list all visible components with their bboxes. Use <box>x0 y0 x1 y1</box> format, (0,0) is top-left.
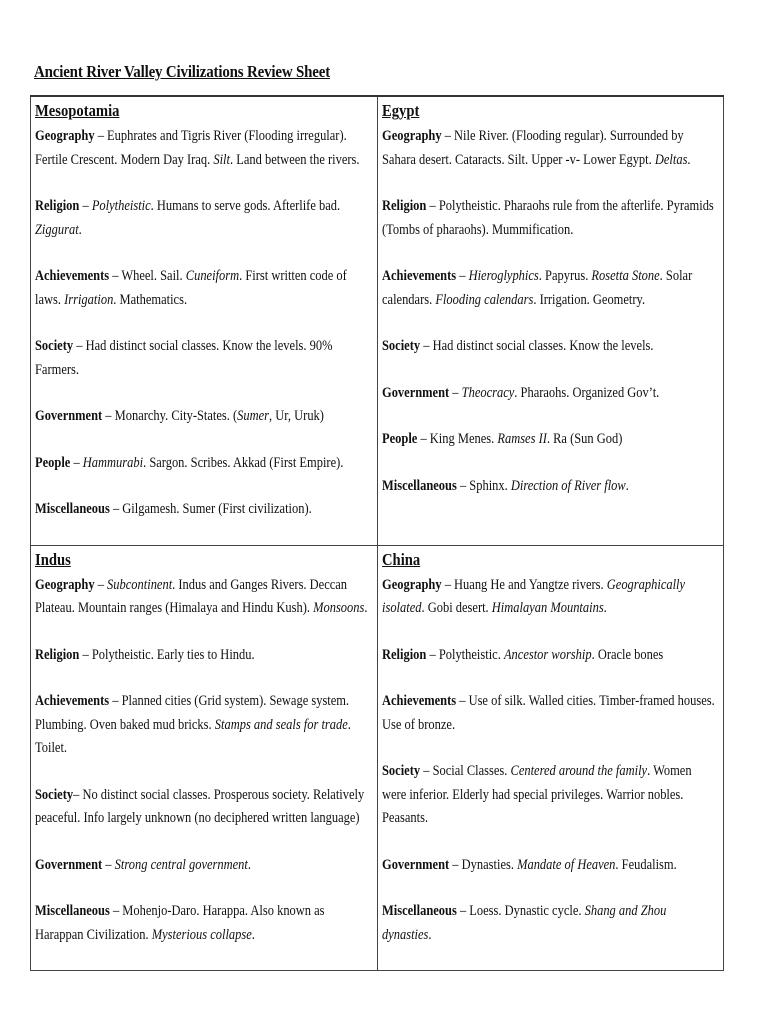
entry-text: – Wheel. Sail. <box>109 268 186 284</box>
entry-religion <box>35 644 370 668</box>
entry-label: Society <box>381 338 420 354</box>
entry-label: Government <box>35 856 103 873</box>
entry-label: Society <box>35 786 74 803</box>
entry-achievements <box>382 265 717 312</box>
entry-label: Geography <box>35 576 95 593</box>
civ-cell-indus <box>31 545 378 971</box>
entry-term: Monsoons <box>313 600 365 616</box>
entry-label: Miscellaneous <box>35 501 110 517</box>
entry-religion <box>382 195 717 242</box>
entry-text: – <box>94 576 108 593</box>
civ-heading: Indus <box>35 549 71 569</box>
entry-government <box>35 854 370 878</box>
entry-term: Centered around the family <box>510 763 647 779</box>
entry-geography <box>382 125 717 172</box>
civ-cell-egypt <box>377 96 724 545</box>
entry-text: – Dynasties. <box>448 856 517 873</box>
entry-text: – <box>79 198 92 214</box>
entry-text: – Mohenjo-Daro. Harappa. Also known as Harappan Civilization. <box>35 903 325 943</box>
entry-term: Himalayan Mountains <box>491 600 604 616</box>
entry-label: People <box>35 454 71 471</box>
entry-government <box>382 854 717 878</box>
entry-text: – King Menes. <box>416 431 497 447</box>
entry-term: Hammurabi <box>82 454 144 471</box>
entry-term: Mysterious collapse <box>151 926 252 943</box>
entry-text: . <box>427 926 432 943</box>
entry-text: . Solar calendars. <box>381 268 692 308</box>
entry-text: . Sargon. Scribes. Akkad (First Empire). <box>143 454 344 471</box>
entry-text: . <box>247 856 251 873</box>
entry-text: – Had distinct social classes. Know the levels. <box>419 338 654 354</box>
entry-religion <box>382 644 717 668</box>
entry-miscellaneous <box>382 900 717 947</box>
entry-text: . Gobi desert. <box>420 600 492 616</box>
entry-text: . Land between the rivers. <box>229 151 360 168</box>
entry-text: . Indus and Ganges Rivers. Deccan Plateau. Mountain ranges (Himalaya and Hindu Kush). <box>35 576 348 616</box>
entry-text: – Had distinct social classes. Know the levels. 90% Farmers. <box>35 338 333 378</box>
entry-label: Miscellaneous <box>381 477 457 494</box>
entry-miscellaneous <box>382 475 717 499</box>
entry-label: Miscellaneous <box>35 903 110 919</box>
entry-text: . Ra (Sun God) <box>546 431 622 447</box>
entry-term: Polytheistic <box>91 198 151 214</box>
entry-text: – Polytheistic. Early ties to Hindu. <box>79 646 255 663</box>
entry-text: . <box>603 600 607 616</box>
entry-miscellaneous <box>35 900 370 947</box>
civ-heading: Egypt <box>381 101 419 120</box>
entry-text: – <box>448 384 462 401</box>
entry-term: Strong central government <box>114 856 248 873</box>
entry-achievements <box>35 690 370 761</box>
entry-term: Deltas <box>654 151 687 168</box>
entry-list <box>382 574 717 948</box>
entry-label: Religion <box>35 646 80 663</box>
entry-term: Geographically isolated <box>381 576 685 616</box>
entry-text: . <box>251 926 255 943</box>
entry-label: Achievements <box>35 693 110 709</box>
entry-term: Ziggurat <box>35 221 79 238</box>
entry-geography <box>35 125 370 172</box>
entry-text: – Planned cities (Grid system). Sewage system. Plumbing. Oven baked mud bricks. <box>35 693 350 733</box>
entry-text: . Humans to serve gods. Afterlife bad. <box>150 198 341 214</box>
entry-label: Miscellaneous <box>381 903 457 919</box>
entry-list <box>35 125 370 522</box>
entry-label: Geography <box>381 128 442 144</box>
entry-label: People <box>381 431 417 447</box>
entry-list <box>382 125 717 498</box>
entry-text: . <box>686 151 691 168</box>
entry-society <box>35 784 370 831</box>
entry-achievements <box>35 265 370 312</box>
entry-term: Direction of River flow <box>510 477 626 494</box>
entry-geography <box>35 574 370 621</box>
entry-label: Achievements <box>381 268 456 284</box>
entry-religion <box>35 195 370 242</box>
entry-text: . Women were inferior. Elderly had special privileges. Warrior nobles. Peasants. <box>381 763 692 826</box>
entry-text: – Social Classes. <box>419 763 511 779</box>
entry-term: Shang and Zhou dynasties <box>381 903 666 943</box>
entry-people <box>382 428 717 452</box>
entry-term: Cuneiform <box>185 268 240 284</box>
entry-text: . Feudalism. <box>614 856 677 873</box>
entry-people <box>35 452 370 476</box>
table-row <box>31 545 724 971</box>
entry-text: – <box>455 268 469 284</box>
entry-label: Government <box>35 408 103 424</box>
entry-text: – Polytheistic. Pharaohs rule from the afterlife. Pyramids (Tombs of pharaohs). Mummification. <box>381 198 714 238</box>
civ-cell-mesopotamia <box>31 96 378 545</box>
entry-text: . Pharaohs. Organized Gov’t. <box>513 384 659 401</box>
table-row <box>31 96 724 545</box>
entry-text: – No distinct social classes. Prosperous society. Relatively peaceful. Info largely unknown (no deciphered written language) <box>35 786 365 826</box>
entry-text: – Sphinx. <box>456 477 511 494</box>
entry-label: Religion <box>381 646 426 663</box>
entry-term: Sumer <box>237 408 270 424</box>
entry-text: . Oracle bones <box>591 646 663 663</box>
entry-label: Achievements <box>381 693 456 709</box>
entry-term: Mandate of Heaven <box>516 856 615 873</box>
entry-label: Government <box>381 856 449 873</box>
entry-term: Ancestor worship <box>503 646 592 663</box>
entry-text: . <box>625 477 629 494</box>
civ-cell-china <box>377 545 724 971</box>
entry-government <box>35 405 370 429</box>
entry-label: Geography <box>381 576 442 593</box>
entry-text: – Gilgamesh. Sumer (First civilization). <box>109 501 312 517</box>
entry-miscellaneous <box>35 498 370 522</box>
entry-text: . <box>364 600 368 616</box>
entry-term: Irrigation <box>64 291 114 308</box>
entry-text: – <box>70 454 83 471</box>
entry-term: Flooding calendars <box>434 291 533 308</box>
entry-label: Religion <box>381 198 426 214</box>
entry-label: Religion <box>35 198 80 214</box>
entry-text: . <box>78 221 82 238</box>
entry-term: Silt <box>213 151 230 168</box>
entry-term: Rosetta Stone <box>590 268 660 284</box>
entry-label: Government <box>381 384 449 401</box>
entry-text: – Loess. Dynastic cycle. <box>456 903 585 919</box>
entry-text: . Toilet. <box>35 716 351 756</box>
entry-text: , Ur, Uruk) <box>269 408 324 424</box>
entry-list <box>35 574 370 948</box>
entry-society <box>35 335 370 382</box>
entry-government <box>382 382 717 406</box>
entry-achievements <box>382 690 717 737</box>
entry-term: Hieroglyphics <box>468 268 539 284</box>
entry-term: Stamps and seals for trade <box>214 716 348 733</box>
entry-text: – Monarchy. City-States. ( <box>102 408 238 424</box>
entry-text: – Nile River. (Flooding regular). Surrounded by Sahara desert. Cataracts. Silt. Upper -v- Lower Egypt. <box>381 128 684 168</box>
entry-label: Society <box>381 763 420 779</box>
entry-text: . First written code of laws. <box>35 268 347 308</box>
entry-text: – Use of silk. Walled cities. Timber-framed houses. Use of bronze. <box>381 693 715 733</box>
entry-label: Geography <box>35 128 95 144</box>
entry-text: . Mathematics. <box>113 291 188 308</box>
entry-term: Subcontinent <box>107 576 173 593</box>
entry-society <box>382 335 717 359</box>
entry-text: – Polytheistic. <box>425 646 504 663</box>
entry-text: – Euphrates and Tigris River (Flooding irregular). Fertile Crescent. Modern Day Iraq. <box>35 128 347 168</box>
civ-heading: Mesopotamia <box>35 101 120 120</box>
entry-label: Achievements <box>35 268 110 284</box>
civ-heading: China <box>381 549 420 569</box>
page-title: Ancient River Valley Civilizations Review Sheet <box>34 62 331 81</box>
entry-text: . Papyrus. <box>538 268 591 284</box>
entry-text: – <box>102 856 115 873</box>
civilizations-table <box>30 95 724 971</box>
entry-text: . Irrigation. Geometry. <box>532 291 645 308</box>
entry-term: Ramses II <box>496 431 547 447</box>
entry-label: Society <box>35 338 74 354</box>
entry-term: Theocracy <box>461 384 514 401</box>
entry-text: – Huang He and Yangtze rivers. <box>441 576 607 593</box>
entry-society <box>382 760 717 831</box>
entry-geography <box>382 574 717 621</box>
